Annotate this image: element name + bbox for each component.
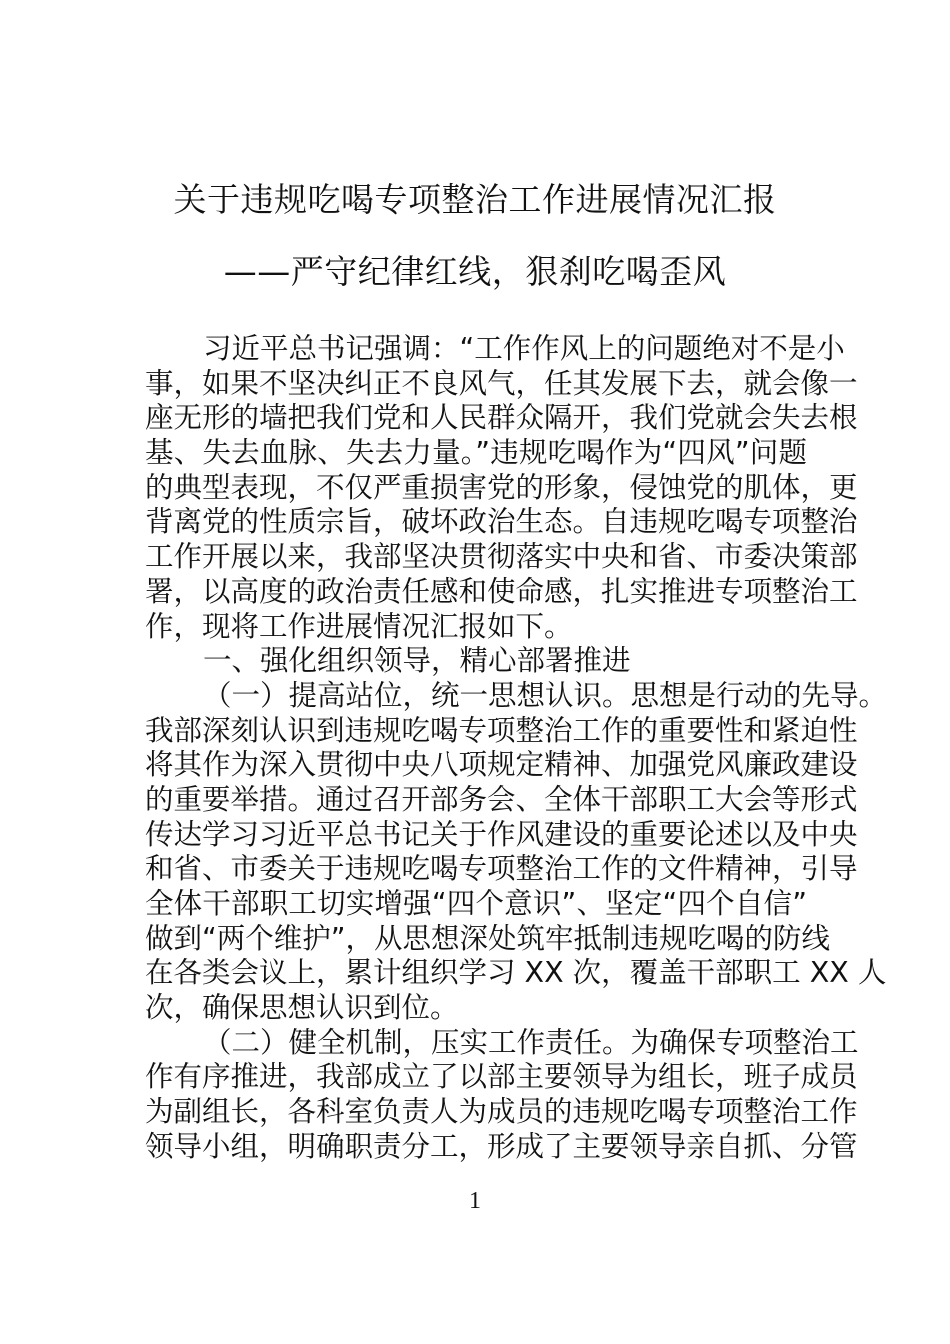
paragraph-line: 和省、市委关于违规吃喝专项整治工作的文件精神，引导 (145, 852, 858, 886)
paragraph-line: 背离党的性质宗旨，破坏政治生态。自违规吃喝专项整治 (145, 505, 858, 539)
paragraph-line: 次，确保思想认识到位。 (145, 991, 459, 1025)
paragraph-line: 署，以高度的政治责任感和使命感，扎实推进专项整治工 (145, 574, 858, 608)
paragraph-line: 事，如果不坚决纠正不良风气，任其发展下去，就会像一 (145, 366, 858, 400)
paragraph-line: 作有序推进，我部成立了以部主要领导为组长，班子成员 (145, 1060, 858, 1094)
paragraph-line: 全体干部职工切实增强“四个意识”、坚定“四个自信” (145, 887, 807, 920)
paragraph-line: 习近平总书记强调：“工作作风上的问题绝对不是小 (203, 332, 845, 365)
paragraph-line: 领导小组，明确职责分工，形成了主要领导亲自抓、分管 (145, 1129, 858, 1163)
document-title: 关于违规吃喝专项整治工作进展情况汇报 (173, 180, 777, 219)
paragraph-line: 基、失去血脉、失去力量。”违规吃喝作为“四风”问题 (145, 436, 807, 470)
paragraph-line: 工作开展以来，我部坚决贯彻落实中央和省、市委决策部 (145, 540, 858, 574)
paragraph-line: 作，现将工作进展情况汇报如下。 (145, 609, 573, 643)
paragraph-line: 的典型表现，不仅严重损害党的形象，侵蚀党的肌体，更 (145, 470, 858, 504)
paragraph-line: 做到“两个维护”，从思想深处筑牢抵制违规吃喝的防线 (145, 921, 831, 955)
page-number: 1 (469, 1188, 481, 1214)
document-body (145, 332, 888, 1165)
paragraph-line: 我部深刻认识到违规吃喝专项整治工作的重要性和紧迫性 (145, 713, 858, 747)
paragraph-line: 在各类会议上，累计组织学习 XX 次，覆盖干部职工 XX 人 (145, 956, 887, 990)
paragraph-line: 为副组长，各科室负责人为成员的违规吃喝专项整治工作 (145, 1095, 858, 1129)
paragraph-line: 将其作为深入贯彻中央八项规定精神、加强党风廉政建设 (145, 748, 858, 782)
paragraph-line: 座无形的墙把我们党和人民群众隔开，我们党就会失去根 (145, 401, 858, 435)
paragraph-line: （一）提高站位，统一思想认识。思想是行动的先导。 (203, 678, 888, 712)
section-heading: 一、强化组织领导，精心部署推进 (203, 644, 631, 678)
paragraph-line: 的重要举措。通过召开部务会、全体干部职工大会等形式 (145, 782, 858, 816)
paragraph-line: （二）健全机制，压实工作责任。为确保专项整治工 (203, 1025, 859, 1059)
document-subtitle: ——严守纪律红线，狠刹吃喝歪风 (223, 252, 727, 291)
paragraph-line: 传达学习习近平总书记关于作风建设的重要论述以及中央 (145, 817, 858, 851)
